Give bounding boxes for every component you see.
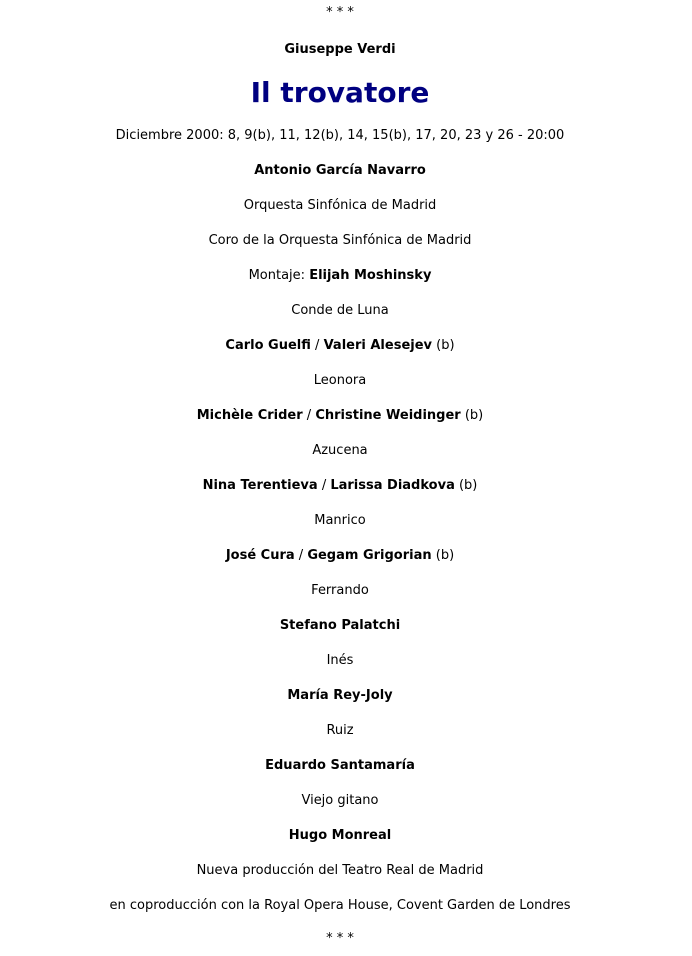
role-name: Viejo gitano [301, 793, 379, 808]
role-name: Inés [326, 653, 354, 668]
cast-suffix: (b) [458, 478, 478, 493]
coproduction-note: en coproducción con la Royal Opera House, Covent Garden de Londres [109, 898, 571, 913]
cast-suffix: (b) [436, 338, 455, 353]
cast-suffix: (b) [464, 408, 484, 423]
singer-name: Eduardo Santamaría [265, 758, 415, 773]
orchestra-name: Orquesta Sinfónica de Madrid [243, 198, 437, 213]
singer-name: José Cura [225, 548, 295, 563]
conductor-name: Antonio García Navarro [254, 163, 426, 178]
singer-name: Carlo Guelfi [225, 338, 311, 353]
singer-name: Stefano Palatchi [279, 618, 401, 633]
cast-separator: / [298, 548, 304, 563]
singer-name: Michèle Crider [196, 408, 303, 423]
role-name: Ferrando [311, 583, 369, 598]
performance-dates: Diciembre 2000: 8, 9(b), 11, 12(b), 14, 15(b), 17, 20, 23 y 26 - 20:00 [115, 128, 565, 143]
cast-line [0, 408, 680, 424]
singer-name: María Rey-Joly [287, 688, 393, 703]
cast-line [0, 548, 680, 564]
cast-separator: / [315, 338, 320, 353]
singer-name: Larissa Diadkova [330, 478, 455, 493]
role-name: Leonora [313, 373, 367, 388]
staging-credit [0, 268, 680, 284]
cast-line [0, 338, 680, 354]
role-name: Manrico [314, 513, 366, 528]
role-name: Conde de Luna [291, 303, 389, 318]
staging-director: Elijah Moshinsky [309, 268, 432, 283]
cast-separator: / [321, 478, 327, 493]
singer-name: Gegam Grigorian [307, 548, 432, 563]
singer-name: Christine Weidinger [315, 408, 461, 423]
staging-label: Montaje: [248, 268, 306, 283]
production-note: Nueva producción del Teatro Real de Madrid [196, 863, 484, 878]
singer-name: Hugo Monreal [288, 828, 392, 843]
opera-title: Il trovatore [250, 76, 430, 109]
separator-top: * * * [326, 5, 354, 20]
role-name: Ruiz [326, 723, 354, 738]
role-name: Azucena [312, 443, 368, 458]
chorus-name: Coro de la Orquesta Sinfónica de Madrid [208, 233, 472, 248]
cast-suffix: (b) [435, 548, 455, 563]
singer-name: Nina Terentieva [202, 478, 318, 493]
separator-bottom: * * * [326, 931, 354, 946]
composer-name: Giuseppe Verdi [284, 42, 396, 57]
cast-separator: / [306, 408, 312, 423]
cast-line [0, 478, 680, 494]
singer-name: Valeri Alesejev [323, 338, 433, 353]
